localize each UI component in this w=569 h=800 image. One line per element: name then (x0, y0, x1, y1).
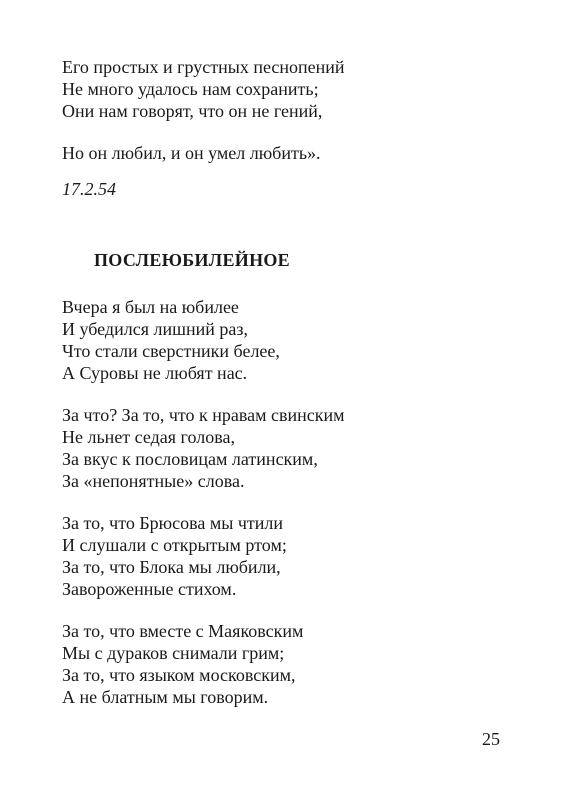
poem1-stanza-1 (62, 56, 522, 122)
poem-line: За то, что Блока мы любили, (62, 557, 281, 577)
poem2-stanza-4 (62, 620, 522, 708)
poem-line: Что стали сверстники белее, (62, 341, 280, 361)
poem-line: За «непонятные» слова. (62, 471, 245, 491)
poem-line: Завороженные стихом. (62, 579, 237, 599)
poem-line: За то, что Брюсова мы чтили (62, 513, 283, 533)
poem-line: А не блатным мы говорим. (62, 687, 269, 707)
poem-line: Мы с дураков снимали грим; (62, 643, 285, 663)
poem-line: Его простых и грустных песнопений (62, 57, 345, 77)
page-body (62, 56, 522, 728)
poem2-stanza-1 (62, 296, 522, 384)
poem-line: За то, что вместе с Маяковским (62, 621, 304, 641)
poem1-stanza-2 (62, 142, 522, 164)
poem-line: И убедился лишний раз, (62, 319, 248, 339)
poem-line: За что? За то, что к нравам свинским (62, 405, 345, 425)
poem2-stanza-3 (62, 512, 522, 600)
poem2-stanza-2 (62, 404, 522, 492)
poem-date: 17.2.54 (62, 179, 116, 199)
poem-line: Но он любил, и он умел любить». (62, 143, 321, 163)
page-number: 25 (482, 729, 500, 749)
poem-line: Не много удалось нам сохранить; (62, 79, 319, 99)
poem-line: Не льнет седая голова, (62, 427, 235, 447)
poem-line: А Суровы не любят нас. (62, 363, 248, 383)
poem-line: За вкус к пословицам латинским, (62, 449, 318, 469)
poem-line: Вчера я был на юбилее (62, 297, 239, 317)
poem-line: Они нам говорят, что он не гений, (62, 101, 323, 121)
poem-line: За то, что языком московским, (62, 665, 296, 685)
poem-line: И слушали с открытым ртом; (62, 535, 287, 555)
poem-title: ПОСЛЕЮБИЛЕЙНОЕ (94, 250, 290, 270)
